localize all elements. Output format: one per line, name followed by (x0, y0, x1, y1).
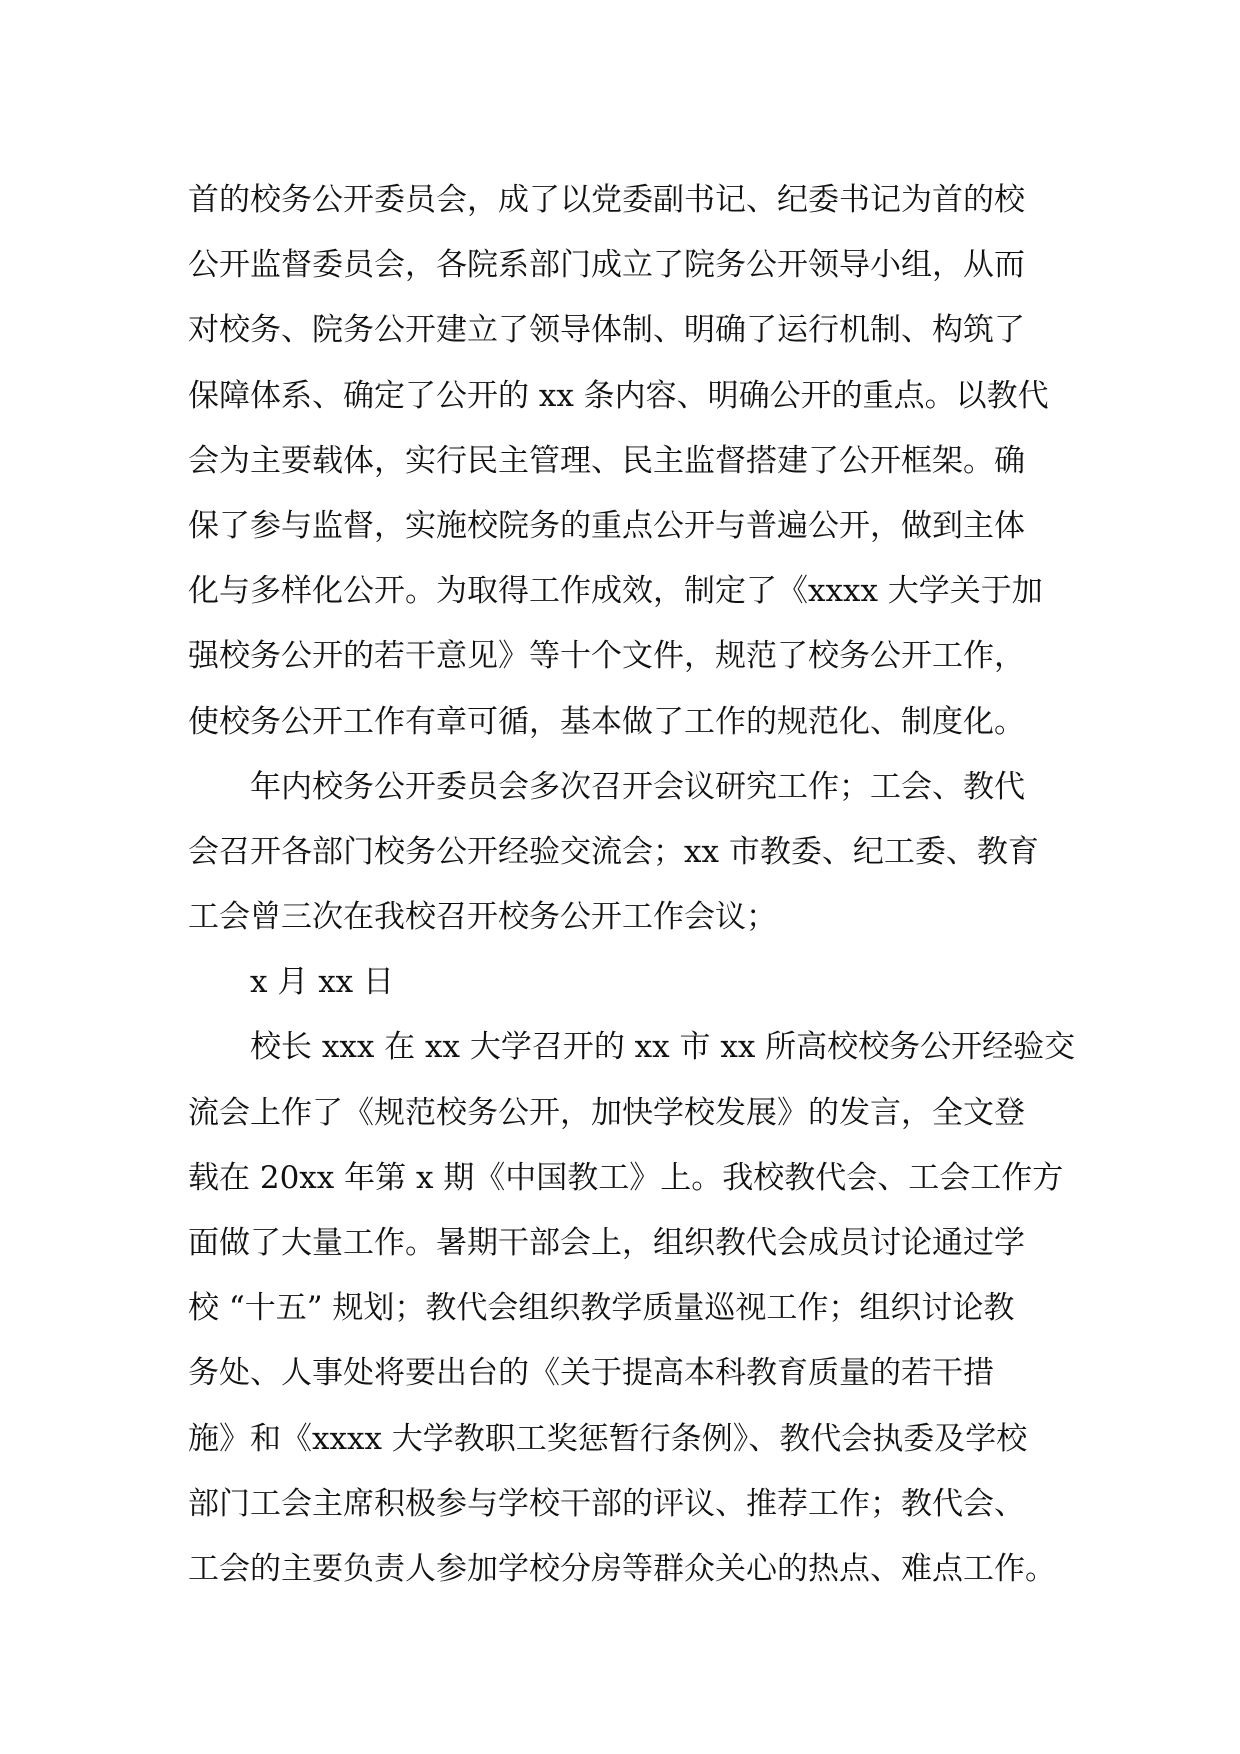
text-line: 首的校务公开委员会，成了以党委副书记、纪委书记为首的校 (188, 182, 1025, 218)
paragraph-start-line: 年内校务公开委员会多次召开会议研究工作；工会、教代 (250, 768, 1025, 805)
text-line: 工会曾三次在我校召开校务公开工作会议； (188, 899, 777, 936)
text-line: 会为主要载体，实行民主管理、民主监督搭建了公开框架。确 (188, 442, 1025, 479)
text-line: 部门工会主席积极参与学校干部的评议、推荐工作；教代会、 (188, 1485, 1025, 1522)
text-line: 校 “十五” 规划；教代会组织教学质量巡视工作；组织讨论教 (188, 1290, 1015, 1327)
text-line: 载在 20xx 年第 x 期《中国教工》上。我校教代会、工会工作方 (188, 1159, 1064, 1196)
text-line: 强校务公开的若干意见》等十个文件，规范了校务公开工作， (188, 638, 1025, 675)
text-line: 流会上作了《规范校务公开，加快学校发展》的发言，全文登 (188, 1094, 1025, 1131)
text-line: 务处、人事处将要出台的《关于提高本科教育质量的若干措 (188, 1355, 994, 1392)
text-line: 会召开各部门校务公开经验交流会；xx 市教委、纪工委、教育 (188, 833, 1039, 870)
document-body (188, 168, 1088, 1602)
text-line: 面做了大量工作。暑期干部会上，组织教代会成员讨论通过学 (188, 1225, 1025, 1261)
text-line: 保了参与监督，实施校院务的重点公开与普遍公开，做到主体 (188, 507, 1025, 544)
date-line: x 月 xx 日 (250, 964, 395, 1001)
text-line: 公开监督委员会，各院系部门成立了院务公开领导小组，从而 (188, 247, 1025, 284)
text-line: 保障体系、确定了公开的 xx 条内容、明确公开的重点。以教代 (188, 377, 1049, 414)
text-line: 施》和《xxxx 大学教职工奖惩暂行条例》、教代会执委及学校 (188, 1420, 1028, 1457)
text-line: 工会的主要负责人参加学校分房等群众关心的热点、难点工作。 (188, 1550, 1056, 1587)
text-line: 对校务、院务公开建立了领导体制、明确了运行机制、构筑了 (188, 312, 1025, 349)
text-line: 化与多样化公开。为取得工作成效，制定了《xxxx 大学关于加 (188, 573, 1043, 610)
paragraph-start-line: 校长 xxx 在 xx 大学召开的 xx 市 xx 所高校校务公开经验交 (250, 1029, 1076, 1066)
text-line: 使校务公开工作有章可循，基本做了工作的规范化、制度化。 (188, 703, 1025, 740)
